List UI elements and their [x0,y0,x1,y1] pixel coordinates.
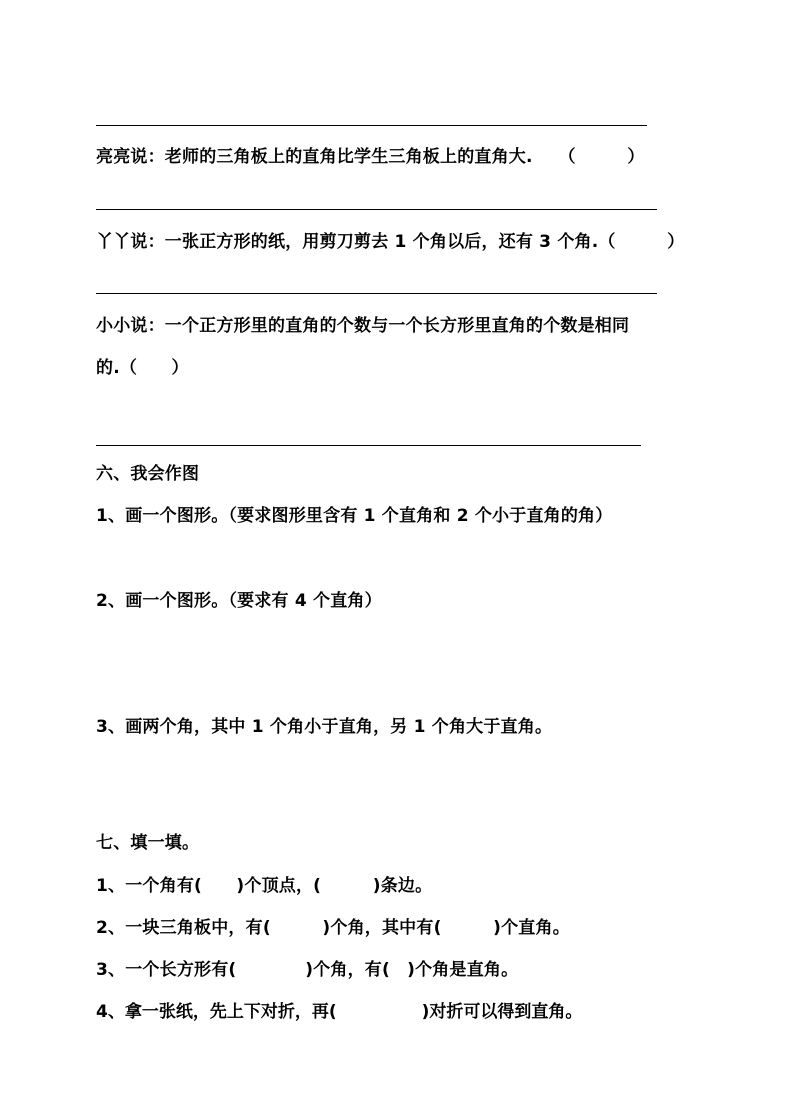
section-7-question-3: 3、一个长方形有( )个角，有( )个角是直角。 [96,960,519,980]
judge-statement-2: 丫丫说：一张正方形的纸，用剪刀剪去 1 个角以后，还有 3 个角.（ ） [96,232,685,252]
section-6-question-3: 3、画两个角，其中 1 个角小于直角，另 1 个角大于直角。 [96,717,553,737]
judge-statement-3-line1: 小小说：一个正方形里的直角的个数与一个长方形里直角的个数是相同 [96,316,630,336]
divider-line-2 [96,209,657,210]
section-7-title: 七、填一填。 [96,833,200,853]
judge-statement-3-line2: 的.（ ） [96,358,189,378]
section-6-question-2: 2、画一个图形。（要求有 4 个直角） [96,591,382,611]
section-6-title: 六、我会作图 [96,464,200,484]
divider-line-3 [96,293,657,294]
section-7-question-2: 2、一块三角板中，有( )个角，其中有( )个直角。 [96,918,570,938]
section-6-question-1: 1、画一个图形。（要求图形里含有 1 个直角和 2 个小于直角的角） [96,506,613,526]
section-7-question-4: 4、拿一张纸，先上下对折，再( )对折可以得到直角。 [96,1002,583,1022]
judge-statement-1: 亮亮说：老师的三角板上的直角比学生三角板上的直角大. （ ） [96,147,645,167]
divider-line-4 [96,445,641,446]
section-7-question-1: 1、一个角有( )个顶点，( )条边。 [96,876,433,896]
divider-line-1 [96,125,647,126]
